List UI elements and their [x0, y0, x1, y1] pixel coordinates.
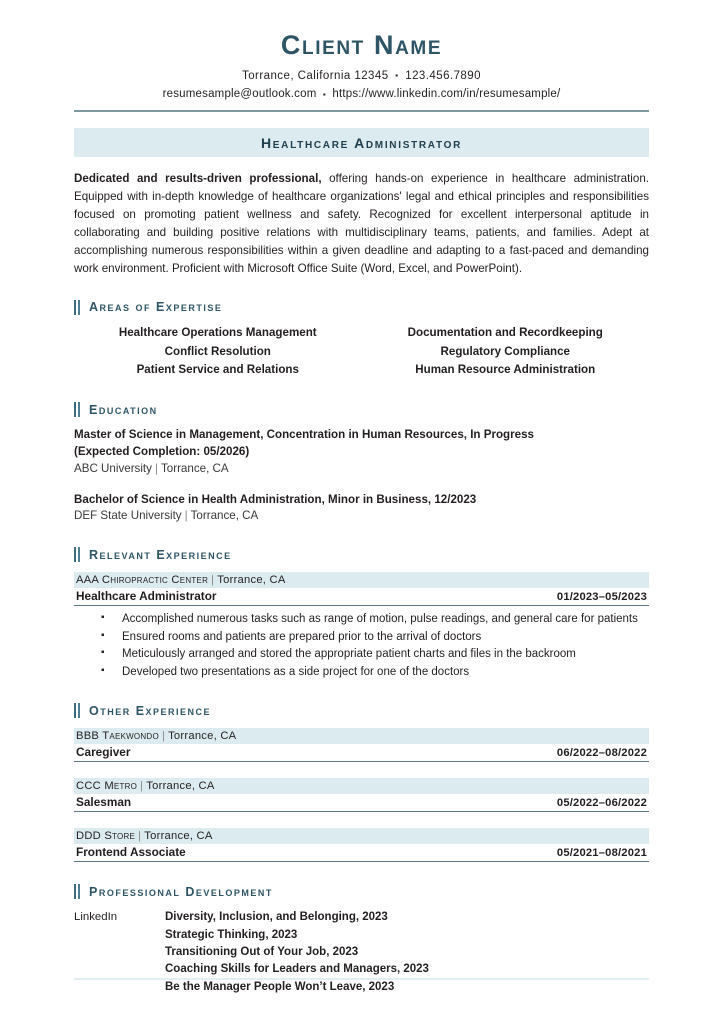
experience-company: CCC Metro — [76, 780, 138, 793]
summary-lead: Dedicated and results-driven professional, — [74, 172, 322, 186]
experience-dates: 05/2021–08/2021 — [556, 847, 647, 860]
profdev-provider: LinkedIn — [74, 911, 118, 924]
section-header-areas-of-expertise — [74, 300, 649, 315]
expertise-item: Documentation and Recordkeeping — [407, 325, 603, 339]
section-title-text: Education — [89, 402, 158, 417]
divider-pipe: | — [211, 574, 215, 587]
profdev-course: Transitioning Out of Your Job, 2023 — [165, 945, 359, 958]
experience-bullet: ▪ Accomplished numerous tasks such as range of motion, pulse readings, and general care for patients — [74, 611, 649, 628]
profdev-course: Diversity, Inclusion, and Belonging, 2023 — [165, 911, 388, 924]
contact-line-email-linkedin — [74, 86, 649, 103]
education-school-line — [74, 461, 649, 478]
section-header-professional-development — [74, 884, 649, 899]
education-school: DEF State University — [74, 509, 182, 523]
contact-address: Torrance, California 12345 — [242, 69, 389, 82]
experience-title-row — [74, 844, 649, 862]
section-marker-icon — [74, 300, 80, 315]
education-school-line — [74, 508, 649, 525]
divider-pipe: | — [138, 830, 142, 843]
candidate-name: Client Name — [280, 30, 443, 60]
profdev-course-list — [165, 909, 429, 996]
section-marker-icon — [74, 402, 80, 417]
education-degree: Master of Science in Management, Concentration in Human Resources, In Progress — [74, 428, 534, 442]
section-header-other-experience — [74, 703, 649, 718]
experience-job-title: Salesman — [76, 795, 132, 810]
expertise-grid — [74, 324, 649, 380]
profdev-course: Coaching Skills for Leaders and Managers, 2023 — [165, 963, 429, 976]
experience-job-title: Caregiver — [76, 745, 131, 760]
education-location: Torrance, CA — [160, 461, 229, 475]
divider-pipe: | — [184, 509, 188, 523]
profdev-course: Be the Manager People Won’t Leave, 2023 — [165, 980, 395, 993]
experience-company-line — [74, 778, 649, 794]
experience-dates: 01/2023–05/2023 — [556, 591, 647, 604]
divider-pipe: | — [154, 461, 158, 475]
experience-job-title: Healthcare Administrator — [76, 589, 217, 604]
experience-bullet: ▪ Ensured rooms and patients are prepared prior to the arrival of doctors — [74, 629, 649, 646]
contact-email[interactable]: resumesample@outlook.com — [162, 88, 317, 101]
divider-pipe: | — [161, 730, 166, 743]
expertise-column-right — [362, 324, 650, 380]
job-target-title: Healthcare Administrator — [74, 128, 649, 157]
experience-title-row — [74, 794, 649, 812]
contact-phone: 123.456.7890 — [405, 69, 481, 82]
contact-linkedin-url[interactable]: https://www.linkedin.com/in/resumesample/ — [332, 88, 561, 101]
experience-job-title: Frontend Associate — [76, 845, 186, 860]
expertise-item: Conflict Resolution — [164, 344, 271, 358]
separator-icon: ▪ — [395, 70, 399, 80]
experience-dates: 05/2022–06/2022 — [556, 797, 647, 810]
experience-company-line — [74, 828, 649, 844]
section-marker-icon — [74, 547, 80, 562]
expertise-column-left — [74, 324, 362, 380]
expertise-item: Healthcare Operations Management — [118, 325, 317, 339]
experience-title-row — [74, 744, 649, 762]
education-degree: Bachelor of Science in Health Administration, Minor in Business, 12/2023 — [74, 492, 477, 506]
divider-pipe: | — [140, 780, 144, 793]
experience-location: Torrance, CA — [144, 830, 213, 843]
section-title-text: Areas of Expertise — [89, 300, 223, 315]
experience-company-line — [74, 572, 649, 588]
experience-company-line — [74, 728, 649, 744]
section-title-text: Relevant Experience — [89, 547, 232, 562]
summary-body: offering hands-on experience in healthcare administration. Equipped with in-depth knowledge of healthcare organizations' legal and ethical principles and responsibilities focused on promoting patient wellness and safety. Recognized for excellent interpersonal aptitude in collaborating and building positive relations with multidisciplinary teams, patients, and families. Adept at accomplishing numerous responsibilities within a given deadline and adapting to a fast-paced and demanding work environment. Proficient with Microsoft Office Suite (Word, Excel, and PowerPoint). — [74, 172, 649, 275]
section-title-text: Professional Development — [89, 884, 273, 899]
professional-development-block — [74, 909, 649, 996]
section-marker-icon — [74, 703, 80, 718]
experience-company: BBB Taekwondo — [76, 730, 159, 743]
expertise-item: Patient Service and Relations — [136, 363, 299, 377]
professional-summary — [74, 170, 649, 278]
experience-bullet: ▪ Meticulously arranged and stored the appropriate patient charts and files in the backroom — [74, 646, 649, 663]
education-completion: (Expected Completion: 05/2026) — [74, 444, 250, 458]
profdev-course: Strategic Thinking, 2023 — [165, 928, 298, 941]
education-location: Torrance, CA — [190, 509, 259, 523]
other-experience-entry — [74, 728, 649, 762]
experience-bullet: ▪ Developed two presentations as a side project for one of the doctors — [74, 664, 649, 681]
section-header-relevant-experience — [74, 547, 649, 562]
separator-icon: ▪ — [322, 89, 326, 99]
experience-company: AAA Chiropractic Center — [76, 574, 209, 587]
other-experience-entry — [74, 778, 649, 812]
contact-line-address-phone — [74, 68, 649, 85]
section-marker-icon — [74, 884, 80, 899]
experience-location: Torrance, CA — [168, 730, 237, 743]
footer-divider — [74, 978, 649, 980]
experience-dates: 06/2022–08/2022 — [556, 747, 647, 760]
education-entry — [74, 492, 649, 526]
experience-location: Torrance, CA — [146, 780, 215, 793]
experience-title-row — [74, 588, 649, 606]
expertise-item: Human Resource Administration — [415, 363, 596, 377]
experience-location: Torrance, CA — [217, 574, 286, 587]
other-experience-entry — [74, 828, 649, 862]
header-divider — [74, 110, 649, 112]
experience-entry — [74, 572, 649, 681]
education-school: ABC University — [74, 461, 152, 475]
experience-bullet-list — [74, 611, 649, 681]
experience-company: DDD Store — [76, 830, 136, 843]
education-entry — [74, 427, 649, 477]
section-title-text: Other Experience — [89, 703, 212, 718]
section-header-education — [74, 402, 649, 417]
expertise-item: Regulatory Compliance — [440, 344, 570, 358]
